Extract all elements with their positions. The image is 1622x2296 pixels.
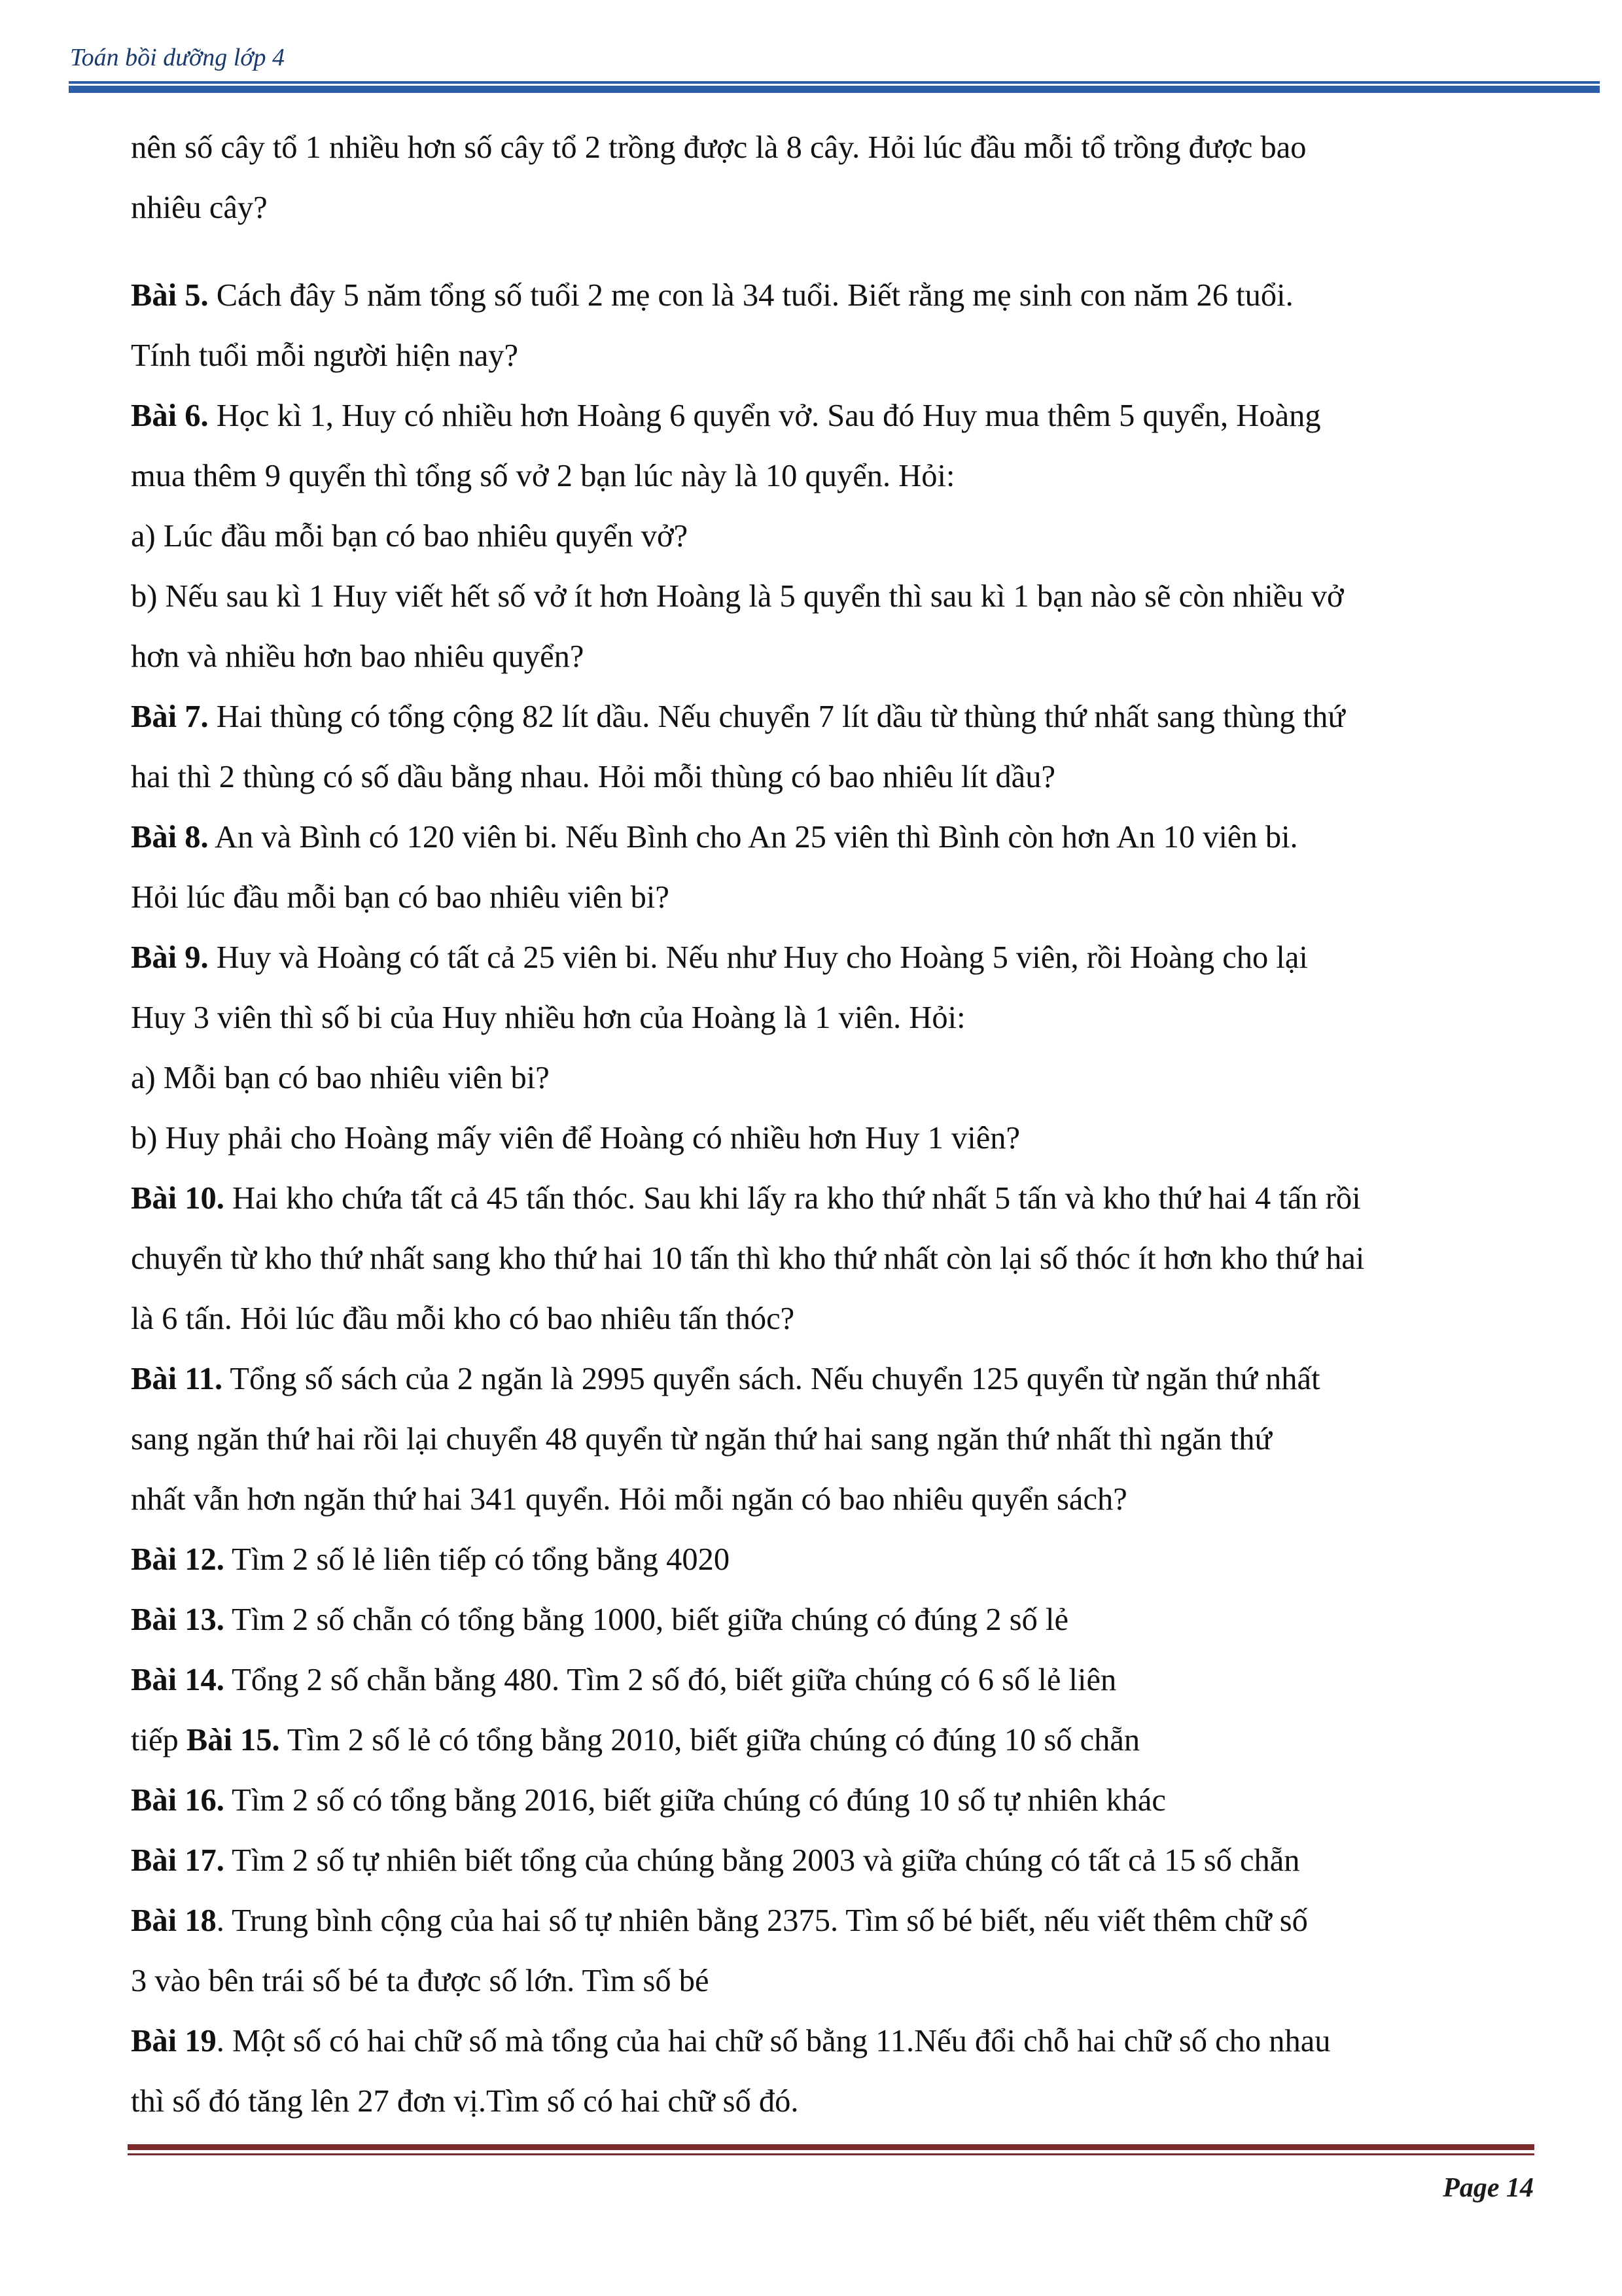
line-text: a) Mỗi bạn có bao nhiêu viên bi? xyxy=(131,1061,550,1095)
text-line xyxy=(131,1831,1531,1891)
exercise-label: Bài 17. xyxy=(131,1843,224,1878)
line-text: Cách đây 5 năm tổng số tuổi 2 mẹ con là 34 tuổi. Biết rằng mẹ sinh con năm 26 tuổi. xyxy=(208,278,1294,313)
line-text: Tổng 2 số chẵn bằng 480. Tìm 2 số đó, biết giữa chúng có 6 số lẻ liên xyxy=(224,1663,1117,1697)
line-text: Tìm 2 số lẻ có tổng bằng 2010, biết giữa chúng có đúng 10 số chẵn xyxy=(279,1723,1140,1757)
text-line xyxy=(131,687,1531,747)
line-text: Tổng số sách của 2 ngăn là 2995 quyển sách. Nếu chuyển 125 quyển từ ngăn thứ nhất xyxy=(222,1362,1320,1396)
line-text: là 6 tấn. Hỏi lúc đầu mỗi kho có bao nhiêu tấn thóc? xyxy=(131,1301,795,1336)
line-text: Hỏi lúc đầu mỗi bạn có bao nhiêu viên bi? xyxy=(131,880,669,915)
text-line xyxy=(131,506,1531,567)
text-line xyxy=(131,178,1531,238)
footer-divider-thin xyxy=(128,2153,1534,2155)
line-text: hơn và nhiều hơn bao nhiêu quyển? xyxy=(131,639,584,674)
line-text: . Trung bình cộng của hai số tự nhiên bằng 2375. Tìm số bé biết, nếu viết thêm chữ số xyxy=(216,1903,1308,1938)
text-line xyxy=(131,1289,1531,1349)
exercise-label: Bài 6. xyxy=(131,398,209,433)
line-text: Tìm 2 số có tổng bằng 2016, biết giữa chúng có đúng 10 số tự nhiên khác xyxy=(224,1783,1166,1818)
text-line xyxy=(131,807,1531,868)
exercise-label: Bài 13. xyxy=(131,1602,224,1637)
line-text: nên số cây tổ 1 nhiều hơn số cây tổ 2 trồng được là 8 cây. Hỏi lúc đầu mỗi tổ trồng được bao xyxy=(131,130,1307,165)
line-text: Hai thùng có tổng cộng 82 lít dầu. Nếu chuyển 7 lít dầu từ thùng thứ nhất sang thùng thứ xyxy=(208,699,1345,734)
line-text: a) Lúc đầu mỗi bạn có bao nhiêu quyển vở? xyxy=(131,519,688,554)
line-text: nhiêu cây? xyxy=(131,190,268,225)
line-text: Tìm 2 số tự nhiên biết tổng của chúng bằng 2003 và giữa chúng có tất cả 15 số chẵn xyxy=(224,1843,1300,1878)
line-text: Học kì 1, Huy có nhiều hơn Hoàng 6 quyển vở. Sau đó Huy mua thêm 5 quyển, Hoàng xyxy=(208,398,1321,433)
page-number: Page 14 xyxy=(1443,2173,1534,2203)
text-line xyxy=(131,386,1531,446)
text-line xyxy=(131,567,1531,627)
exercise-label: Bài 16. xyxy=(131,1783,224,1818)
document-body xyxy=(131,118,1531,2132)
line-text: b) Huy phải cho Hoàng mấy viên để Hoàng có nhiều hơn Huy 1 viên? xyxy=(131,1121,1021,1156)
line-text: Huy 3 viên thì số bi của Huy nhiều hơn của Hoàng là 1 viên. Hỏi: xyxy=(131,1000,966,1035)
header-title: Toán bồi dưỡng lớp 4 xyxy=(70,44,285,71)
text-line xyxy=(131,928,1531,988)
footer-divider-thick xyxy=(128,2144,1534,2150)
header-divider-thick xyxy=(69,86,1600,93)
text-line xyxy=(131,2072,1531,2132)
exercise-label: Bài 5. xyxy=(131,278,209,313)
line-text: b) Nếu sau kì 1 Huy viết hết số vở ít hơn Hoàng là 5 quyển thì sau kì 1 bạn nào sẽ còn nhiều vở xyxy=(131,579,1344,614)
exercise-label: Bài 15. xyxy=(186,1723,280,1757)
text-line xyxy=(131,1771,1531,1831)
text-line xyxy=(131,1590,1531,1650)
text-line xyxy=(131,1470,1531,1530)
line-text: . Một số có hai chữ số mà tổng của hai chữ số bằng 11.Nếu đổi chỗ hai chữ số cho nhau xyxy=(216,2024,1331,2058)
line-text: thì số đó tăng lên 27 đơn vị.Tìm số có hai chữ số đó. xyxy=(131,2084,799,2119)
text-line xyxy=(131,1530,1531,1590)
line-prefix: tiếp xyxy=(131,1723,186,1757)
text-line xyxy=(131,1409,1531,1470)
text-line xyxy=(131,627,1531,687)
text-line xyxy=(131,747,1531,807)
text-line xyxy=(131,868,1531,928)
text-line xyxy=(131,2011,1531,2072)
line-text: mua thêm 9 quyển thì tổng số vở 2 bạn lúc này là 10 quyển. Hỏi: xyxy=(131,459,955,493)
line-text: 3 vào bên trái số bé ta được số lớn. Tìm số bé xyxy=(131,1964,709,1998)
text-line xyxy=(131,266,1531,326)
text-line xyxy=(131,1229,1531,1289)
text-line xyxy=(131,1891,1531,1951)
line-text: sang ngăn thứ hai rồi lại chuyển 48 quyển từ ngăn thứ hai sang ngăn thứ nhất thì ngăn thứ xyxy=(131,1422,1272,1457)
exercise-label: Bài 18 xyxy=(131,1903,217,1938)
exercise-label: Bài 10. xyxy=(131,1181,224,1216)
exercise-label: Bài 11. xyxy=(131,1362,223,1396)
text-line xyxy=(131,988,1531,1048)
exercise-label: Bài 12. xyxy=(131,1542,224,1577)
exercise-label: Bài 19 xyxy=(131,2024,217,2058)
line-text: Huy và Hoàng có tất cả 25 viên bi. Nếu như Huy cho Hoàng 5 viên, rồi Hoàng cho lại xyxy=(208,940,1308,975)
text-line xyxy=(131,1710,1531,1771)
text-line xyxy=(131,1951,1531,2011)
line-text: An và Bình có 120 viên bi. Nếu Bình cho An 25 viên thì Bình còn hơn An 10 viên bi. xyxy=(208,820,1298,855)
text-line xyxy=(131,1650,1531,1710)
page-header xyxy=(69,38,1600,77)
line-text: Tìm 2 số chẵn có tổng bằng 1000, biết giữa chúng có đúng 2 số lẻ xyxy=(224,1602,1069,1637)
text-line xyxy=(131,1349,1531,1409)
line-text: Tìm 2 số lẻ liên tiếp có tổng bằng 4020 xyxy=(224,1542,730,1577)
line-text: Hai kho chứa tất cả 45 tấn thóc. Sau khi lấy ra kho thứ nhất 5 tấn và kho thứ hai 4 tấn rồi xyxy=(224,1181,1361,1216)
text-line xyxy=(131,326,1531,386)
text-line xyxy=(131,1048,1531,1108)
text-line xyxy=(131,118,1531,178)
exercise-label: Bài 14. xyxy=(131,1663,224,1697)
line-text: nhất vẫn hơn ngăn thứ hai 341 quyển. Hỏi mỗi ngăn có bao nhiêu quyển sách? xyxy=(131,1482,1127,1517)
text-line xyxy=(131,446,1531,506)
exercise-label: Bài 7. xyxy=(131,699,209,734)
header-divider-thin xyxy=(69,81,1600,84)
line-text: chuyển từ kho thứ nhất sang kho thứ hai 10 tấn thì kho thứ nhất còn lại số thóc ít hơn kho thứ hai xyxy=(131,1241,1365,1276)
text-line xyxy=(131,1108,1531,1169)
text-line xyxy=(131,1169,1531,1229)
line-text: Tính tuổi mỗi người hiện nay? xyxy=(131,338,519,373)
line-text: hai thì 2 thùng có số dầu bằng nhau. Hỏi mỗi thùng có bao nhiêu lít dầu? xyxy=(131,760,1055,794)
exercise-label: Bài 8. xyxy=(131,820,209,855)
exercise-label: Bài 9. xyxy=(131,940,209,975)
